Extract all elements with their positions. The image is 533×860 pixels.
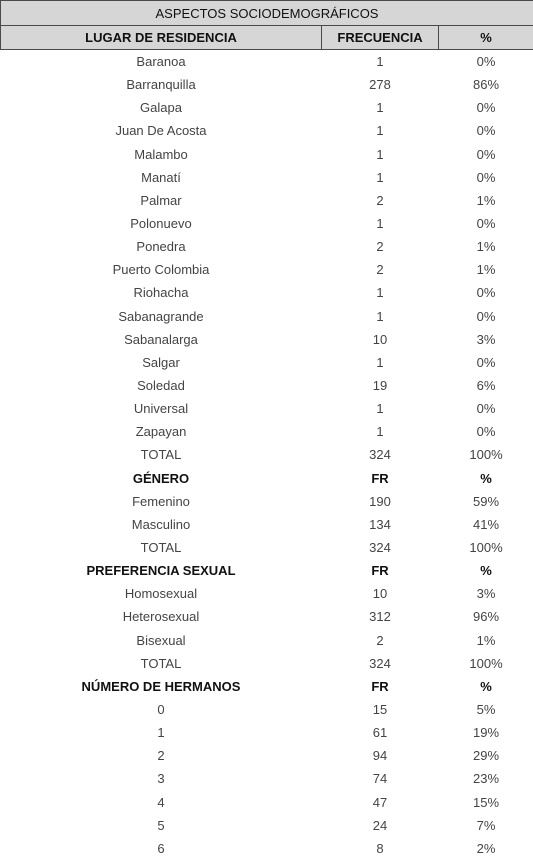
row-percent: 1% [439, 189, 533, 212]
row-frequency: 190 [322, 490, 439, 513]
table-row [1, 212, 533, 235]
row-label: TOTAL [1, 652, 322, 675]
row-percent: 0% [439, 420, 533, 443]
table-row [1, 490, 533, 513]
row-label: Malambo [1, 143, 322, 166]
table-body [1, 50, 533, 860]
row-percent: 0% [439, 351, 533, 374]
section-heading: GÉNERO [1, 467, 322, 490]
row-percent: 41% [439, 513, 533, 536]
table-row [1, 443, 533, 466]
row-percent: 1% [439, 258, 533, 281]
row-percent: 3% [439, 582, 533, 605]
row-label: Riohacha [1, 281, 322, 304]
row-percent: 0% [439, 96, 533, 119]
table-row [1, 96, 533, 119]
section-heading: NÚMERO DE HERMANOS [1, 675, 322, 698]
section-header-preferencia [1, 559, 533, 582]
table-title-row [1, 1, 533, 26]
section-header-genero [1, 467, 533, 490]
row-frequency: 1 [322, 119, 439, 142]
table-row [1, 814, 533, 837]
row-label: Juan De Acosta [1, 119, 322, 142]
table-header-row [1, 26, 533, 50]
row-percent: 0% [439, 119, 533, 142]
row-label: TOTAL [1, 536, 322, 559]
row-label: 1 [1, 721, 322, 744]
table-row [1, 698, 533, 721]
row-label: Ponedra [1, 235, 322, 258]
row-label: Soledad [1, 374, 322, 397]
table-row [1, 166, 533, 189]
table-row [1, 791, 533, 814]
row-frequency: 134 [322, 513, 439, 536]
row-label: Masculino [1, 513, 322, 536]
row-frequency: 1 [322, 420, 439, 443]
row-label: 4 [1, 791, 322, 814]
row-percent: 2% [439, 837, 533, 860]
row-frequency: 19 [322, 374, 439, 397]
row-percent: 0% [439, 212, 533, 235]
row-percent: 3% [439, 328, 533, 351]
row-percent: 0% [439, 397, 533, 420]
row-label: 3 [1, 767, 322, 790]
section-percent-header: % [439, 467, 533, 490]
table-row [1, 605, 533, 628]
section-percent-header: % [439, 675, 533, 698]
row-frequency: 1 [322, 143, 439, 166]
table-row [1, 119, 533, 142]
row-percent: 0% [439, 143, 533, 166]
row-frequency: 10 [322, 328, 439, 351]
row-frequency: 2 [322, 189, 439, 212]
row-percent: 1% [439, 629, 533, 652]
row-frequency: 324 [322, 536, 439, 559]
table-title: ASPECTOS SOCIODEMOGRÁFICOS [1, 1, 533, 26]
row-label: Femenino [1, 490, 322, 513]
row-percent: 23% [439, 767, 533, 790]
row-label: Salgar [1, 351, 322, 374]
table-row [1, 513, 533, 536]
row-frequency: 324 [322, 443, 439, 466]
row-percent: 7% [439, 814, 533, 837]
row-percent: 0% [439, 305, 533, 328]
row-label: Homosexual [1, 582, 322, 605]
row-percent: 100% [439, 652, 533, 675]
row-label: Sabanagrande [1, 305, 322, 328]
row-percent: 29% [439, 744, 533, 767]
row-frequency: 312 [322, 605, 439, 628]
row-percent: 59% [439, 490, 533, 513]
table-row [1, 235, 533, 258]
header-percent: % [439, 26, 533, 50]
header-residence: LUGAR DE RESIDENCIA [1, 26, 322, 50]
section-percent-header: % [439, 559, 533, 582]
row-percent: 96% [439, 605, 533, 628]
row-label: 0 [1, 698, 322, 721]
table-row [1, 73, 533, 96]
row-frequency: 61 [322, 721, 439, 744]
row-percent: 1% [439, 235, 533, 258]
section-heading: PREFERENCIA SEXUAL [1, 559, 322, 582]
row-frequency: 8 [322, 837, 439, 860]
row-label: Heterosexual [1, 605, 322, 628]
row-label: Galapa [1, 96, 322, 119]
row-frequency: 1 [322, 50, 439, 74]
row-frequency: 278 [322, 73, 439, 96]
row-frequency: 94 [322, 744, 439, 767]
row-label: Barranquilla [1, 73, 322, 96]
row-frequency: 15 [322, 698, 439, 721]
row-label: TOTAL [1, 443, 322, 466]
row-percent: 100% [439, 536, 533, 559]
row-frequency: 1 [322, 166, 439, 189]
table-row [1, 420, 533, 443]
table-row [1, 328, 533, 351]
row-frequency: 2 [322, 629, 439, 652]
table-row [1, 629, 533, 652]
table-row [1, 374, 533, 397]
table-row [1, 721, 533, 744]
section-fr-header: FR [322, 675, 439, 698]
row-label: 5 [1, 814, 322, 837]
row-percent: 6% [439, 374, 533, 397]
row-frequency: 1 [322, 281, 439, 304]
table-row [1, 536, 533, 559]
row-label: Puerto Colombia [1, 258, 322, 281]
row-percent: 5% [439, 698, 533, 721]
table-row [1, 652, 533, 675]
table-row [1, 351, 533, 374]
row-label: Polonuevo [1, 212, 322, 235]
row-label: Zapayan [1, 420, 322, 443]
row-label: Palmar [1, 189, 322, 212]
row-frequency: 2 [322, 258, 439, 281]
row-frequency: 47 [322, 791, 439, 814]
section-fr-header: FR [322, 559, 439, 582]
row-percent: 86% [439, 73, 533, 96]
table-row [1, 281, 533, 304]
table-row [1, 305, 533, 328]
table-row [1, 582, 533, 605]
row-frequency: 2 [322, 235, 439, 258]
row-frequency: 324 [322, 652, 439, 675]
table-row [1, 189, 533, 212]
row-percent: 100% [439, 443, 533, 466]
row-frequency: 1 [322, 351, 439, 374]
row-label: Universal [1, 397, 322, 420]
row-frequency: 1 [322, 397, 439, 420]
row-frequency: 1 [322, 305, 439, 328]
row-percent: 0% [439, 166, 533, 189]
row-label: Manatí [1, 166, 322, 189]
table-row [1, 50, 533, 74]
row-percent: 15% [439, 791, 533, 814]
table-row [1, 397, 533, 420]
row-frequency: 1 [322, 96, 439, 119]
section-fr-header: FR [322, 467, 439, 490]
row-label: 6 [1, 837, 322, 860]
row-label: 2 [1, 744, 322, 767]
row-percent: 0% [439, 50, 533, 74]
row-frequency: 24 [322, 814, 439, 837]
row-frequency: 10 [322, 582, 439, 605]
section-header-hermanos [1, 675, 533, 698]
row-label: Baranoa [1, 50, 322, 74]
header-frequency: FRECUENCIA [322, 26, 439, 50]
row-percent: 0% [439, 281, 533, 304]
row-label: Sabanalarga [1, 328, 322, 351]
table-row [1, 143, 533, 166]
row-label: Bisexual [1, 629, 322, 652]
row-percent: 19% [439, 721, 533, 744]
row-frequency: 1 [322, 212, 439, 235]
table-row [1, 837, 533, 860]
table-row [1, 767, 533, 790]
table-row [1, 258, 533, 281]
row-frequency: 74 [322, 767, 439, 790]
table-row [1, 744, 533, 767]
